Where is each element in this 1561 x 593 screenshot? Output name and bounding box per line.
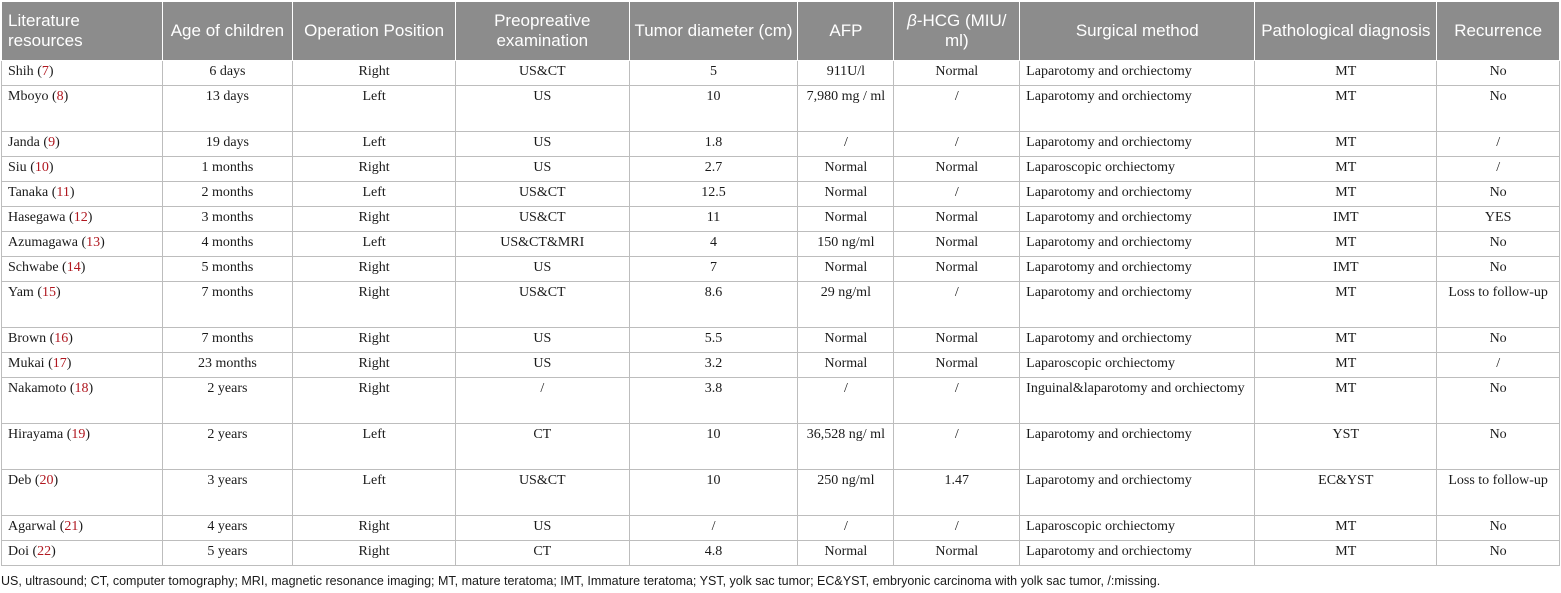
author-name: Tanaka [8,185,49,200]
table-row [2,328,1560,353]
cell-afp: Normal [798,541,894,566]
table-row [2,207,1560,232]
header-recurrence: Recurrence [1437,2,1560,61]
cell-age: 6 days [162,61,293,86]
cell-recurrence: No [1437,328,1560,353]
table-row [2,424,1560,470]
cell-preoperative-examination: CT [455,541,629,566]
cell-surgical-method: Laparotomy and orchiectomy [1020,470,1255,516]
cell-operation-position: Right [293,328,456,353]
cell-operation-position: Right [293,378,456,424]
cell-preoperative-examination: US&CT [455,182,629,207]
cell-operation-position: Right [293,541,456,566]
cell-literature-resource: Azumagawa (13) [2,232,163,257]
cell-beta-hcg: / [894,378,1020,424]
cell-literature-resource: Shih (7) [2,61,163,86]
cell-pathological-diagnosis: MT [1255,86,1437,132]
cell-recurrence: No [1437,378,1560,424]
cell-operation-position: Right [293,157,456,182]
reference-link[interactable]: 7 [41,64,49,79]
cell-recurrence: No [1437,257,1560,282]
cell-beta-hcg: / [894,282,1020,328]
cell-pathological-diagnosis: YST [1255,424,1437,470]
cell-preoperative-examination: US&CT [455,61,629,86]
cell-age: 5 months [162,257,293,282]
reference-link[interactable]: 11 [56,185,70,200]
cell-literature-resource: Yam (15) [2,282,163,328]
cell-preoperative-examination: US&CT [455,282,629,328]
cell-recurrence: YES [1437,207,1560,232]
table-row [2,232,1560,257]
author-name: Nakamoto [8,381,67,396]
author-name: Schwabe [8,260,59,275]
author-name: Yam [8,285,34,300]
cell-preoperative-examination: CT [455,424,629,470]
cell-operation-position: Right [293,257,456,282]
cell-pathological-diagnosis: MT [1255,328,1437,353]
cell-surgical-method: Laparotomy and orchiectomy [1020,232,1255,257]
cell-age: 2 months [162,182,293,207]
cell-surgical-method: Laparoscopic orchiectomy [1020,157,1255,182]
cell-tumor-diameter: 10 [629,470,798,516]
cell-beta-hcg: / [894,86,1020,132]
cell-beta-hcg: Normal [894,257,1020,282]
cell-age: 3 years [162,470,293,516]
author-name: Brown [8,331,47,346]
header-beta-rest: -HCG (MIU/ ml) [916,11,1007,50]
cell-tumor-diameter: 11 [629,207,798,232]
table-row [2,61,1560,86]
cell-surgical-method: Laparotomy and orchiectomy [1020,257,1255,282]
cell-tumor-diameter: 4.8 [629,541,798,566]
reference-link[interactable]: 14 [66,260,81,275]
cell-literature-resource: Nakamoto (18) [2,378,163,424]
cell-tumor-diameter: 3.2 [629,353,798,378]
cell-afp: Normal [798,157,894,182]
cell-age: 1 months [162,157,293,182]
cell-age: 2 years [162,378,293,424]
cell-age: 3 months [162,207,293,232]
cell-preoperative-examination: US&CT [455,470,629,516]
cell-pathological-diagnosis: MT [1255,282,1437,328]
cell-age: 7 months [162,328,293,353]
cell-surgical-method: Laparotomy and orchiectomy [1020,282,1255,328]
author-name: Mboyo [8,89,49,104]
cell-tumor-diameter: 2.7 [629,157,798,182]
cell-operation-position: Left [293,86,456,132]
table-row [2,516,1560,541]
header-literature-resources: Literature resources [2,2,163,61]
cell-literature-resource: Siu (10) [2,157,163,182]
cell-pathological-diagnosis: MT [1255,516,1437,541]
cell-tumor-diameter: 10 [629,424,798,470]
reference-link[interactable]: 19 [71,427,86,442]
cell-tumor-diameter: 5.5 [629,328,798,353]
author-name: Hasegawa [8,210,66,225]
cell-pathological-diagnosis: MT [1255,541,1437,566]
header-age-of-children: Age of children [162,2,293,61]
cell-beta-hcg: / [894,132,1020,157]
cell-tumor-diameter: 4 [629,232,798,257]
author-name: Doi [8,544,29,559]
cell-afp: / [798,516,894,541]
header-beta-symbol: β [907,11,917,30]
cell-tumor-diameter: 10 [629,86,798,132]
reference-link[interactable]: 16 [54,331,69,346]
cell-afp: Normal [798,207,894,232]
header-row [2,2,1560,61]
cell-pathological-diagnosis: EC&YST [1255,470,1437,516]
reference-link[interactable]: 12 [73,210,88,225]
cell-literature-resource: Doi (22) [2,541,163,566]
cell-afp: 36,528 ng/ ml [798,424,894,470]
reference-link[interactable]: 15 [41,285,56,300]
literature-table [1,1,1560,566]
cell-beta-hcg: / [894,424,1020,470]
reference-link[interactable]: 8 [56,89,64,104]
cell-tumor-diameter: 5 [629,61,798,86]
header-pathological-diagnosis: Pathological diagnosis [1255,2,1437,61]
cell-recurrence: / [1437,132,1560,157]
reference-link[interactable]: 13 [86,235,101,250]
cell-beta-hcg: 1.47 [894,470,1020,516]
cell-operation-position: Left [293,232,456,257]
cell-operation-position: Right [293,282,456,328]
cell-afp: Normal [798,328,894,353]
cell-operation-position: Left [293,132,456,157]
cell-operation-position: Left [293,470,456,516]
cell-preoperative-examination: / [455,378,629,424]
cell-beta-hcg: Normal [894,157,1020,182]
cell-surgical-method: Laparotomy and orchiectomy [1020,328,1255,353]
cell-recurrence: No [1437,516,1560,541]
cell-surgical-method: Laparotomy and orchiectomy [1020,61,1255,86]
reference-link[interactable]: 9 [48,135,56,150]
cell-recurrence: No [1437,86,1560,132]
cell-tumor-diameter: 12.5 [629,182,798,207]
table-row [2,157,1560,182]
author-name: Hirayama [8,427,64,442]
cell-recurrence: / [1437,157,1560,182]
cell-afp: 250 ng/ml [798,470,894,516]
cell-tumor-diameter: 3.8 [629,378,798,424]
cell-age: 7 months [162,282,293,328]
cell-literature-resource: Tanaka (11) [2,182,163,207]
cell-afp: 911U/l [798,61,894,86]
cell-surgical-method: Laparoscopic orchiectomy [1020,516,1255,541]
cell-surgical-method: Inguinal&laparotomy and orchiectomy [1020,378,1255,424]
cell-afp: 7,980 mg / ml [798,86,894,132]
cell-recurrence: No [1437,182,1560,207]
cell-literature-resource: Deb (20) [2,470,163,516]
cell-beta-hcg: Normal [894,207,1020,232]
table-row [2,182,1560,207]
table-row [2,132,1560,157]
cell-operation-position: Left [293,424,456,470]
cell-tumor-diameter: 8.6 [629,282,798,328]
cell-operation-position: Left [293,182,456,207]
cell-surgical-method: Laparotomy and orchiectomy [1020,182,1255,207]
cell-literature-resource: Agarwal (21) [2,516,163,541]
cell-pathological-diagnosis: MT [1255,232,1437,257]
cell-beta-hcg: Normal [894,232,1020,257]
cell-pathological-diagnosis: MT [1255,378,1437,424]
cell-recurrence: No [1437,61,1560,86]
cell-preoperative-examination: US [455,516,629,541]
table-row [2,470,1560,516]
table-footnote: US, ultrasound; CT, computer tomography; MRI, magnetic resonance imaging; MT, mature teratoma; IMT, Immature teratoma; YST, yolk sac tumor; EC&YST, embryonic carcinoma with yolk sac tumor, /:missing. [1,574,1161,588]
table-body [2,61,1560,566]
cell-recurrence: Loss to follow-up [1437,282,1560,328]
reference-link[interactable]: 18 [74,381,89,396]
cell-literature-resource: Mboyo (8) [2,86,163,132]
header-tumor-diameter: Tumor diameter (cm) [629,2,798,61]
cell-surgical-method: Laparotomy and orchiectomy [1020,132,1255,157]
cell-age: 4 months [162,232,293,257]
cell-pathological-diagnosis: MT [1255,61,1437,86]
cell-preoperative-examination: US [455,132,629,157]
cell-afp: Normal [798,182,894,207]
cell-operation-position: Right [293,353,456,378]
cell-afp: / [798,132,894,157]
cell-pathological-diagnosis: MT [1255,157,1437,182]
author-name: Siu [8,160,27,175]
author-name: Azumagawa [8,235,78,250]
author-name: Agarwal [8,519,57,534]
cell-preoperative-examination: US&CT&MRI [455,232,629,257]
cell-age: 13 days [162,86,293,132]
cell-operation-position: Right [293,207,456,232]
cell-afp: 150 ng/ml [798,232,894,257]
cell-surgical-method: Laparotomy and orchiectomy [1020,207,1255,232]
cell-recurrence: No [1437,232,1560,257]
cell-beta-hcg: / [894,182,1020,207]
author-name: Shih [8,64,34,79]
reference-link[interactable]: 17 [52,356,67,371]
cell-beta-hcg: Normal [894,328,1020,353]
cell-recurrence: No [1437,424,1560,470]
table-row [2,353,1560,378]
author-name: Janda [8,135,40,150]
header-beta-hcg [894,2,1020,61]
cell-literature-resource: Brown (16) [2,328,163,353]
cell-operation-position: Right [293,61,456,86]
cell-preoperative-examination: US [455,353,629,378]
cell-pathological-diagnosis: MT [1255,182,1437,207]
cell-recurrence: No [1437,541,1560,566]
cell-tumor-diameter: 7 [629,257,798,282]
cell-preoperative-examination: US&CT [455,207,629,232]
author-name: Deb [8,473,32,488]
cell-afp: / [798,378,894,424]
header-preoperative-examination: Preopreative examination [455,2,629,61]
cell-surgical-method: Laparotomy and orchiectomy [1020,86,1255,132]
cell-beta-hcg: Normal [894,541,1020,566]
cell-pathological-diagnosis: IMT [1255,257,1437,282]
cell-beta-hcg: / [894,516,1020,541]
cell-pathological-diagnosis: MT [1255,353,1437,378]
cell-afp: 29 ng/ml [798,282,894,328]
table-row [2,86,1560,132]
cell-preoperative-examination: US [455,257,629,282]
reference-link[interactable]: 21 [64,519,79,534]
cell-age: 5 years [162,541,293,566]
cell-afp: Normal [798,257,894,282]
cell-literature-resource: Janda (9) [2,132,163,157]
table-row [2,378,1560,424]
cell-surgical-method: Laparotomy and orchiectomy [1020,424,1255,470]
cell-age: 19 days [162,132,293,157]
cell-recurrence: / [1437,353,1560,378]
table-row [2,282,1560,328]
header-operation-position: Operation Position [293,2,456,61]
cell-literature-resource: Hasegawa (12) [2,207,163,232]
header-surgical-method: Surgical method [1020,2,1255,61]
header-afp: AFP [798,2,894,61]
cell-pathological-diagnosis: MT [1255,132,1437,157]
cell-recurrence: Loss to follow-up [1437,470,1560,516]
cell-beta-hcg: Normal [894,61,1020,86]
cell-preoperative-examination: US [455,157,629,182]
author-name: Mukai [8,356,45,371]
cell-preoperative-examination: US [455,328,629,353]
table-row [2,541,1560,566]
cell-tumor-diameter: / [629,516,798,541]
cell-surgical-method: Laparoscopic orchiectomy [1020,353,1255,378]
cell-age: 23 months [162,353,293,378]
reference-link[interactable]: 10 [34,160,49,175]
reference-link[interactable]: 20 [39,473,54,488]
cell-literature-resource: Hirayama (19) [2,424,163,470]
reference-link[interactable]: 22 [37,544,52,559]
cell-beta-hcg: Normal [894,353,1020,378]
cell-operation-position: Right [293,516,456,541]
cell-surgical-method: Laparotomy and orchiectomy [1020,541,1255,566]
cell-age: 2 years [162,424,293,470]
table-row [2,257,1560,282]
cell-afp: Normal [798,353,894,378]
cell-literature-resource: Schwabe (14) [2,257,163,282]
cell-age: 4 years [162,516,293,541]
cell-preoperative-examination: US [455,86,629,132]
cell-tumor-diameter: 1.8 [629,132,798,157]
cell-pathological-diagnosis: IMT [1255,207,1437,232]
cell-literature-resource: Mukai (17) [2,353,163,378]
